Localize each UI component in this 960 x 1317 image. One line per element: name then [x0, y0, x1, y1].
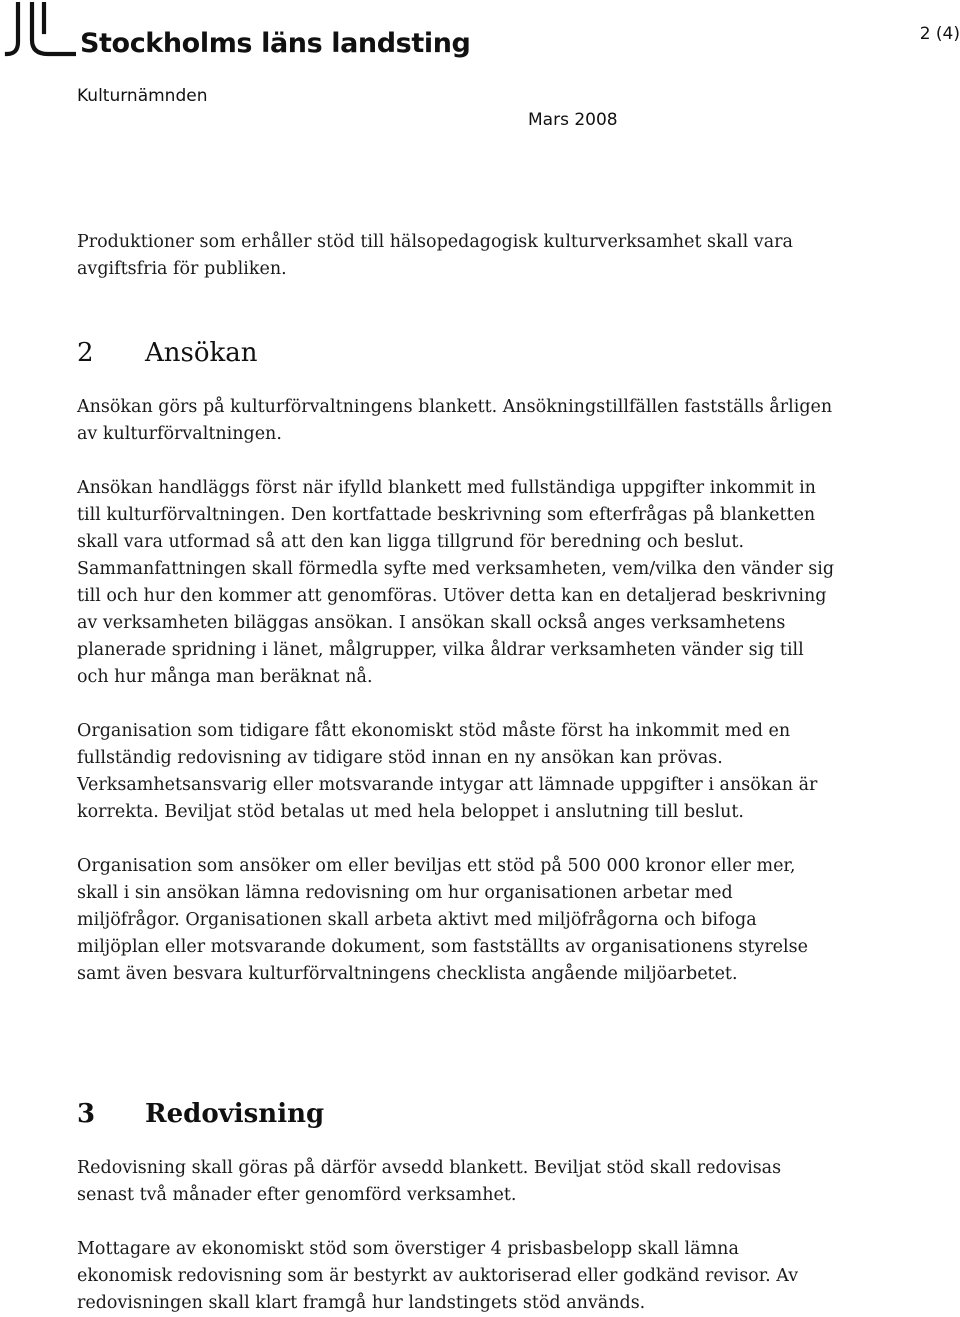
paragraph: Redovisning skall göras på därför avsedd blankett. Beviljat stöd skall redovisas senast två månader efter genomförd verksamhet. — [77, 1158, 782, 1205]
page-number: 2 (4) — [919, 24, 960, 44]
intro-paragraph — [77, 229, 837, 283]
paragraph: Ansökan görs på kulturförvaltningens blankett. Ansökningstillfällen fastställs årligen av kulturförvaltningen. — [77, 397, 833, 444]
paragraph: Organisation som ansöker om eller beviljas ett stöd på 500 000 kronor eller mer, skall i sin ansökan lämna redovisning om hur organisationen arbetar med miljöfrågor. Organisationen skall arbeta aktivt med miljöfrågorna och bifoga miljöplan eller motsvarande dokument, som fastställts av organisationens styrelse samt även besvara kulturförvaltningens checklista angående miljöarbetet. — [77, 856, 808, 984]
section-title: Ansökan — [145, 338, 258, 368]
section-heading-redovisning — [77, 1099, 324, 1129]
section-number: 2 — [77, 338, 94, 368]
paragraph: Organisation som tidigare fått ekonomiskt stöd måste först ha inkommit med en fullständig redovisning av tidigare stöd innan en ny ansökan kan prövas. Verksamhetsansvarig eller motsvarande intygar att lämnade uppgifter i ansökan är korrekta. Beviljat stöd betalas ut med hela beloppet i anslutning till beslut. — [77, 721, 818, 822]
sll-logo-icon — [4, 2, 76, 60]
section-title: Redovisning — [145, 1099, 325, 1129]
org-name: Stockholms läns landsting — [80, 28, 471, 59]
department-name: Kulturnämnden — [77, 86, 208, 106]
section-redovisning-body — [77, 1155, 837, 1317]
section-ansokan-body — [77, 394, 837, 988]
section-number: 3 — [77, 1099, 96, 1129]
paragraph: Ansökan handläggs först när ifylld blankett med fullständiga uppgifter inkommit in till kulturförvaltningen. Den kortfattade beskrivning som efterfrågas på blanketten skall vara utformad så att den kan ligga tillgrund för beredning och beslut. Sammanfattningen skall förmedla syfte med verksamheten, vem/vilka den vänder sig till och hur den kommer att genomföras. Utöver detta kan en detaljerad beskrivning av verksamheten biläggas ansökan. I ansökan skall också anges verksamhetens planerade spridning i länet, målgrupper, vilka åldrar verksamheten vänder sig till och hur många man beräknat nå. — [77, 478, 835, 687]
paragraph: Mottagare av ekonomiskt stöd som överstiger 4 prisbasbelopp skall lämna ekonomisk redovisning som är bestyrkt av auktoriserad eller godkänd revisor. Av redovisningen skall klart framgå hur landstingets stöd används. — [77, 1239, 799, 1313]
section-heading-ansokan — [77, 338, 258, 368]
paragraph: Produktioner som erhåller stöd till hälsopedagogisk kulturverksamhet skall vara avgiftsfria för publiken. — [77, 232, 793, 279]
document-date: Mars 2008 — [528, 110, 618, 130]
